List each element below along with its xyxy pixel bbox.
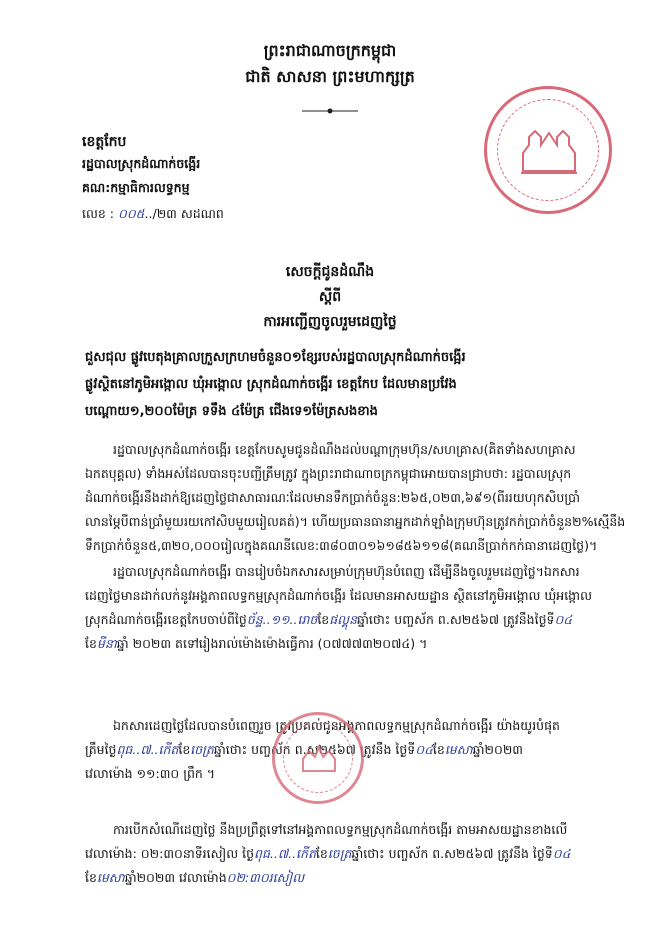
district-administration: រដ្ឋបាលស្រុកដំណាក់ចង្អើរ [82, 156, 201, 171]
p1-line-5: ទឹកប្រាក់ចំនួន៥,៣២០,០០០រៀលក្នុងគណនីលេខ:៣៨០៣០១៦១៨៥៦១១៨(គណនីប្រាក់កក់ធានាដេញថ្លៃ)។ [85, 538, 598, 553]
subject-line-1: ជួសជុល ផ្លូវបេតុងគ្រាលក្រួសក្រហមចំនួន០១ខ្សែរបស់រដ្ឋបាលស្រុកដំណាក់ចង្អើរ [85, 350, 466, 365]
p1-line-4: លានម្ភៃបីពាន់ប្រាំមួយរយកៅសិបមួយរៀលគត់)។ ហើយប្រធានធានាអ្នកដាក់ឡាំងក្រុមហ៊ុនត្រូវកក់ប្រាក់ចំនួន២%ស្មើនឹង [85, 514, 626, 529]
subject-line-2: ផ្លូវស្ថិតនៅភូមិអង្កោល ឃុំអង្កោល ស្រុកដំណាក់ចង្អើរ ខេត្តកែប ដែលមានប្រវែង [85, 377, 457, 392]
handwritten-month: ចេត្រ [190, 742, 214, 757]
reference-handwritten: ០០៥ [117, 206, 145, 221]
handwritten-date: ០៤ [552, 846, 571, 861]
ornament-divider [300, 102, 360, 114]
notice-title: សេចក្តីជូនដំណឹង [285, 264, 375, 280]
handwritten-date: ០៤ [415, 742, 433, 757]
handwritten-month: មេសា [444, 742, 473, 757]
notice-subject-heading: ការអញ្ជើញចូលរួមដេញថ្លៃ [263, 314, 397, 330]
p4-line-3: ខែមេសាឆ្នាំ២០២៣ វេលាម៉ោង០២:៣០រសៀល [85, 870, 305, 885]
handwritten-month: មីនា [96, 636, 117, 651]
handwritten-month: ផល្គុន [329, 612, 358, 627]
p2-line-1: រដ្ឋបាលស្រុកដំណាក់ចង្អើរ បានរៀបចំឯកសារសម្រាប់ក្រុមហ៊ុនបំពេញ ដើម្បីនឹងចូលរួមដេញថ្លៃ។ឯកសារ [113, 564, 580, 579]
official-seal-middle [272, 712, 364, 804]
paragraph-opening [85, 818, 630, 890]
paragraph-documents [85, 560, 630, 656]
province-name: ខេត្តកែប [82, 134, 127, 150]
reference-prefix: លេខ : [82, 206, 114, 221]
kingdom-title: ព្រះរាជាណាចក្រកម្ពុជា [263, 41, 397, 60]
p2-line-3: ស្រុកដំណាក់ចង្អើរខេត្តកែបចាប់ពីថ្ងៃច័ន្ទ..១១..រោចខែផល្គុនឆ្នាំថោះ បញ្ចស័ក ព.ស២៥៦៧ ត្រូវនឹងថ្ងៃទី០៤ [85, 612, 573, 627]
handwritten-day: ច័ន្ទ..១១..រោច [246, 612, 318, 627]
p3-line-3: វេលាម៉ោង ១១:៣០ ព្រឹក ។ [85, 766, 216, 781]
p3-line-1: ឯកសារដេញថ្លៃដែលបានបំពេញរួច ត្រូវប្រគល់ជូនអង្គភាពលទ្ធកម្មស្រុកដំណាក់ចង្អើរ យ៉ាងយូរបំផុត [113, 718, 560, 733]
p2-line-4: ខែមីនាឆ្នាំ ២០២៣ តទៅរៀងរាល់ម៉ោងម៉ោងធ្វើការ (០៧៧៧៣២០៧៤) ។ [85, 636, 428, 651]
handwritten-month: មេសា [96, 870, 125, 885]
p1-line-3: ដំណាក់ចង្អើរនឹងដាក់ឱ្យដេញថ្លៃជាសាធារណៈដែលមានទឹកប្រាក់ចំនួន:២៦៥,០២៣,៦៩១(ពីររយហុកសិបប្រាំ [85, 490, 580, 505]
handwritten-day: ពុធ..៧..កើត [116, 742, 179, 757]
official-seal-top [484, 86, 612, 214]
national-motto: ជាតិ សាសនា ព្រះមហាក្សត្រ [245, 67, 415, 86]
p2-line-2: ដេញថ្លៃមានដាក់លក់នូវអង្គភាពលទ្ធកម្មស្រុកដំណាក់ចង្អើរ ដែលមានអាសយដ្ឋាន ស្ថិតនៅភូមិអង្កោល ឃុំអង្កោល [85, 588, 592, 603]
handwritten-date: ០៤ [554, 612, 573, 627]
p1-line-1: រដ្ឋបាលស្រុកដំណាក់ចង្អើរ ខេត្តកែបសូមជូនដំណឹងដល់បណ្តាក្រុមហ៊ុន/សហគ្រាស(គិតទាំងសហគ្រាស [113, 442, 576, 457]
p4-line-1: ការបើកសំណើដេញថ្លៃ នឹងប្រព្រឹត្តទៅនៅអង្គភាពលទ្ធកម្មស្រុកដំណាក់ចង្អើរ តាមអាសយដ្ឋានខាងលើ [113, 822, 568, 837]
paragraph-announcement [85, 438, 630, 558]
handwritten-time: ០២:៣០រសៀល [226, 870, 305, 885]
p3-line-2: ត្រឹមថ្ងៃពុធ..៧..កើតខែចេត្រឆ្នាំថោះ បញ្ចស័ក ព.ស២៥៦៧ ត្រូវនឹង ថ្ងៃទី០៤ខែមេសាឆ្នាំ២០២៣ [85, 742, 523, 757]
notice-about: ស្តីពី [318, 289, 342, 305]
handwritten-day: ពុធ..៧..កើត [254, 846, 316, 861]
p1-line-2: ឯកតបុគ្គល) ទាំងអស់ដែលបានចុះបញ្ជីត្រឹមត្រូវ ក្នុងព្រះរាជាណាចក្រកម្ពុជាអោយបានជ្រាបថា: រដ្ឋបាលស្រុក [85, 466, 572, 481]
subject-line-3: បណ្តោយ១,២០០ម៉ែត្រ ទទឹង ៤ម៉ែត្រ ជើងទេ១ម៉ែត្រសងខាង [85, 404, 378, 419]
handwritten-month: ចេត្រ [327, 846, 352, 861]
reference-suffix: ../២៣ សដណព [144, 206, 224, 221]
p4-line-2: វេលាម៉ោង: ០២:៣០នាទីរសៀល ថ្ងៃពុធ..៧..កើតខែចេត្រឆ្នាំថោះ បញ្ចស័ក ព.ស២៥៦៧ ត្រូវនឹង ថ្ងៃទី០៤ [85, 846, 571, 861]
reference-number [82, 206, 224, 225]
procurement-committee: គណ:កម្មាធិការលទ្ធកម្ម [82, 180, 190, 195]
